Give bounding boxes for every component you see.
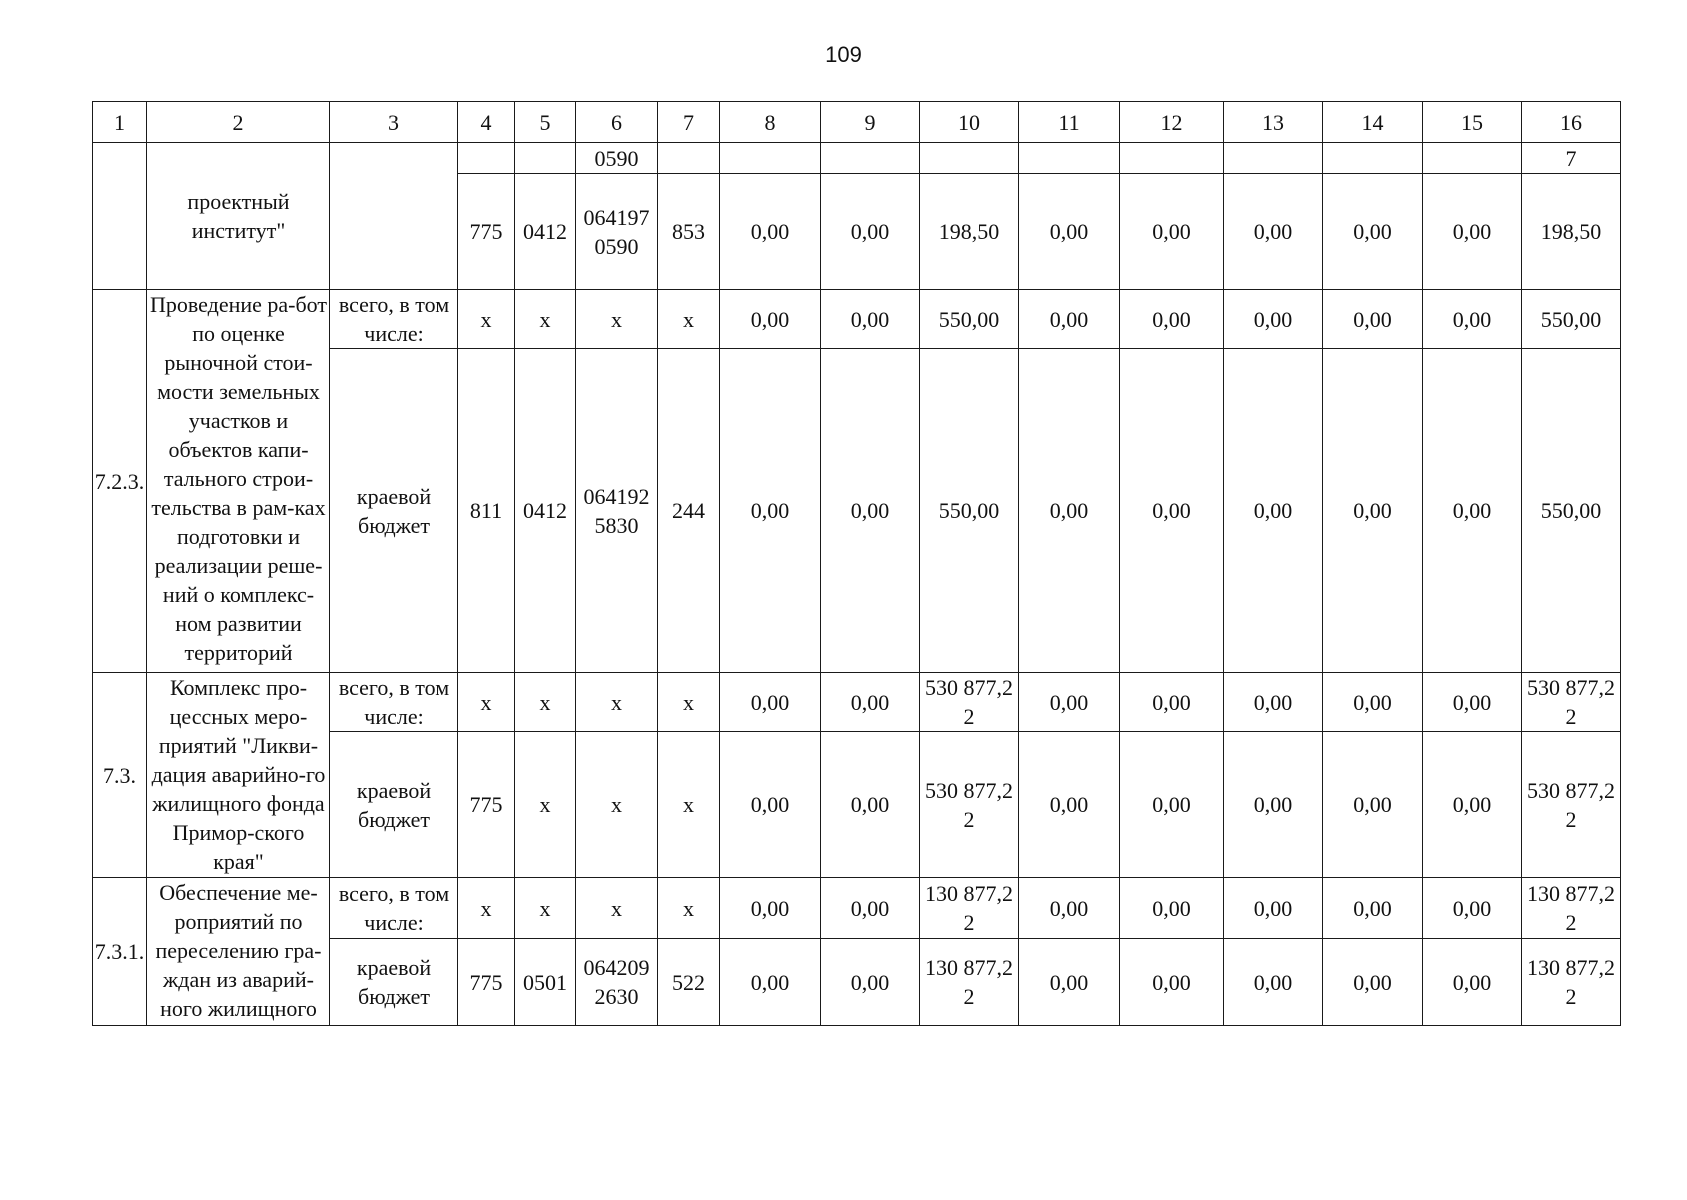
- code-gr: 775: [458, 732, 515, 878]
- code-rz: 0412: [515, 174, 576, 290]
- code-csr: x: [576, 878, 658, 939]
- header-cell-14: 14: [1323, 102, 1423, 143]
- code-vr: 244: [658, 349, 720, 673]
- header-cell-8: 8: [720, 102, 821, 143]
- value-cell: 0,00: [821, 290, 920, 349]
- cell-5-split: [515, 143, 576, 174]
- value-cell: 0,00: [1323, 290, 1423, 349]
- value-cell: 0,00: [1019, 290, 1120, 349]
- value-cell: 550,00: [920, 290, 1019, 349]
- cell-7-split: [658, 143, 720, 174]
- event-description: Комплекс про-цессных меро-приятий "Ликви-дация аварийно-го жилищного фонда Примор-ского края": [147, 673, 330, 878]
- value-cell: 0,00: [1323, 349, 1423, 673]
- budget-table: [92, 101, 1621, 1026]
- code-gr: x: [458, 290, 515, 349]
- table-row: [93, 143, 1621, 174]
- table-row: [93, 673, 1621, 732]
- cell-split: [1019, 143, 1120, 174]
- header-cell-1: 1: [93, 102, 147, 143]
- header-cell-16: 16: [1522, 102, 1621, 143]
- code-vr: x: [658, 673, 720, 732]
- code-rz: x: [515, 878, 576, 939]
- value-cell: 0,00: [1423, 349, 1522, 673]
- funding-source: краевой бюджет: [330, 349, 458, 673]
- value-cell: 0,00: [1323, 878, 1423, 939]
- value-cell: 0,00: [821, 174, 920, 290]
- value-cell: 0,00: [720, 939, 821, 1026]
- value-cell: 0,00: [1323, 174, 1423, 290]
- value-cell: 0,00: [1019, 732, 1120, 878]
- event-description: Обеспечение ме-роприятий по переселению гра-ждан из аварий-ного жилищного: [147, 878, 330, 1026]
- value-cell: 0,00: [1120, 732, 1224, 878]
- total-cell: 550,00: [1522, 349, 1621, 673]
- code-gr: x: [458, 673, 515, 732]
- value-cell: 0,00: [1019, 878, 1120, 939]
- value-cell: 0,00: [1423, 673, 1522, 732]
- table-row: [93, 290, 1621, 349]
- row-number: 7.2.3.: [93, 290, 147, 673]
- value-cell: 0,00: [1423, 939, 1522, 1026]
- code-csr: x: [576, 732, 658, 878]
- event-description: Проведение ра-бот по оценке рыночной стои-мости земельных участков и объектов капи-тального строи-тельства в рам-ках подготовки и реализации реше-ний о комплекс-ном развитии территорий: [147, 290, 330, 673]
- code-vr: x: [658, 878, 720, 939]
- code-rz: x: [515, 732, 576, 878]
- cell-6-split: 0590: [576, 143, 658, 174]
- cell-split: [920, 143, 1019, 174]
- total-cell: 530 877,2 2: [1522, 673, 1621, 732]
- code-rz: x: [515, 673, 576, 732]
- total-cell: 550,00: [1522, 290, 1621, 349]
- value-cell: 0,00: [1423, 878, 1522, 939]
- row-number: 7.3.: [93, 673, 147, 878]
- value-cell: 0,00: [1224, 673, 1323, 732]
- value-cell: 0,00: [1224, 174, 1323, 290]
- value-cell: 0,00: [720, 174, 821, 290]
- value-cell: 0,00: [720, 732, 821, 878]
- value-cell: 130 877,2 2: [920, 878, 1019, 939]
- total-cell: 130 877,2 2: [1522, 878, 1621, 939]
- row-number: 7.3.1.: [93, 878, 147, 1026]
- total-cell: 530 877,2 2: [1522, 732, 1621, 878]
- header-cell-2: 2: [147, 102, 330, 143]
- code-csr: x: [576, 673, 658, 732]
- value-cell: 550,00: [920, 349, 1019, 673]
- code-vr: x: [658, 732, 720, 878]
- value-cell: 0,00: [1019, 939, 1120, 1026]
- code-vr: 853: [658, 174, 720, 290]
- table-row: [93, 878, 1621, 939]
- cell-4-split: [458, 143, 515, 174]
- header-cell-7: 7: [658, 102, 720, 143]
- header-cell-11: 11: [1019, 102, 1120, 143]
- code-csr: x: [576, 290, 658, 349]
- value-cell: 0,00: [1224, 349, 1323, 673]
- value-cell: 0,00: [720, 349, 821, 673]
- value-cell: 0,00: [1224, 939, 1323, 1026]
- code-rz: x: [515, 290, 576, 349]
- value-cell: 0,00: [1120, 349, 1224, 673]
- value-cell: 0,00: [1323, 939, 1423, 1026]
- total-cell: 130 877,2 2: [1522, 939, 1621, 1026]
- row-number: [93, 143, 147, 290]
- header-cell-5: 5: [515, 102, 576, 143]
- value-cell: 0,00: [1323, 732, 1423, 878]
- header-cell-6: 6: [576, 102, 658, 143]
- value-cell: 0,00: [1120, 673, 1224, 732]
- value-cell: 0,00: [1019, 174, 1120, 290]
- value-cell: 0,00: [1423, 174, 1522, 290]
- cell-split: [720, 143, 821, 174]
- header-cell-10: 10: [920, 102, 1019, 143]
- code-csr: 064197 0590: [576, 174, 658, 290]
- cell-split: [1423, 143, 1522, 174]
- code-vr: x: [658, 290, 720, 349]
- value-cell: 0,00: [1120, 939, 1224, 1026]
- code-csr: 064192 5830: [576, 349, 658, 673]
- header-cell-15: 15: [1423, 102, 1522, 143]
- value-cell: 0,00: [1224, 878, 1323, 939]
- funding-source: всего, в том числе:: [330, 290, 458, 349]
- code-rz: 0412: [515, 349, 576, 673]
- code-rz: 0501: [515, 939, 576, 1026]
- cell-16-split: 7: [1522, 143, 1621, 174]
- value-cell: 0,00: [720, 673, 821, 732]
- value-cell: 0,00: [1224, 290, 1323, 349]
- value-cell: 0,00: [1120, 174, 1224, 290]
- value-cell: 0,00: [1423, 290, 1522, 349]
- code-gr: x: [458, 878, 515, 939]
- value-cell: 0,00: [821, 878, 920, 939]
- value-cell: 0,00: [821, 673, 920, 732]
- value-cell: 130 877,2 2: [920, 939, 1019, 1026]
- cell-split: [821, 143, 920, 174]
- value-cell: 0,00: [1120, 290, 1224, 349]
- code-vr: 522: [658, 939, 720, 1026]
- value-cell: 0,00: [1019, 349, 1120, 673]
- cell-split: [1323, 143, 1423, 174]
- funding-source: краевой бюджет: [330, 939, 458, 1026]
- value-cell: 0,00: [821, 939, 920, 1026]
- value-cell: 0,00: [1019, 673, 1120, 732]
- event-description: проектный институт": [147, 143, 330, 290]
- value-cell: 0,00: [1224, 732, 1323, 878]
- value-cell: 0,00: [1323, 673, 1423, 732]
- header-cell-12: 12: [1120, 102, 1224, 143]
- code-gr: 775: [458, 939, 515, 1026]
- header-cell-3: 3: [330, 102, 458, 143]
- value-cell: 0,00: [1423, 732, 1522, 878]
- page-number: 109: [825, 42, 862, 67]
- header-row: [93, 102, 1621, 143]
- header-cell-9: 9: [821, 102, 920, 143]
- value-cell: 0,00: [821, 349, 920, 673]
- cell-split: [1224, 143, 1323, 174]
- code-gr: 811: [458, 349, 515, 673]
- funding-source: всего, в том числе:: [330, 878, 458, 939]
- value-cell: 530 877,2 2: [920, 732, 1019, 878]
- code-csr: 064209 2630: [576, 939, 658, 1026]
- funding-source: краевой бюджет: [330, 732, 458, 878]
- cell-split: [1120, 143, 1224, 174]
- value-cell: 0,00: [720, 290, 821, 349]
- total-cell: 198,50: [1522, 174, 1621, 290]
- value-cell: 0,00: [720, 878, 821, 939]
- funding-source: всего, в том числе:: [330, 673, 458, 732]
- value-cell: 0,00: [821, 732, 920, 878]
- value-cell: 530 877,2 2: [920, 673, 1019, 732]
- code-gr: 775: [458, 174, 515, 290]
- header-cell-13: 13: [1224, 102, 1323, 143]
- header-cell-4: 4: [458, 102, 515, 143]
- value-cell: 0,00: [1120, 878, 1224, 939]
- funding-source: [330, 143, 458, 290]
- value-cell: 198,50: [920, 174, 1019, 290]
